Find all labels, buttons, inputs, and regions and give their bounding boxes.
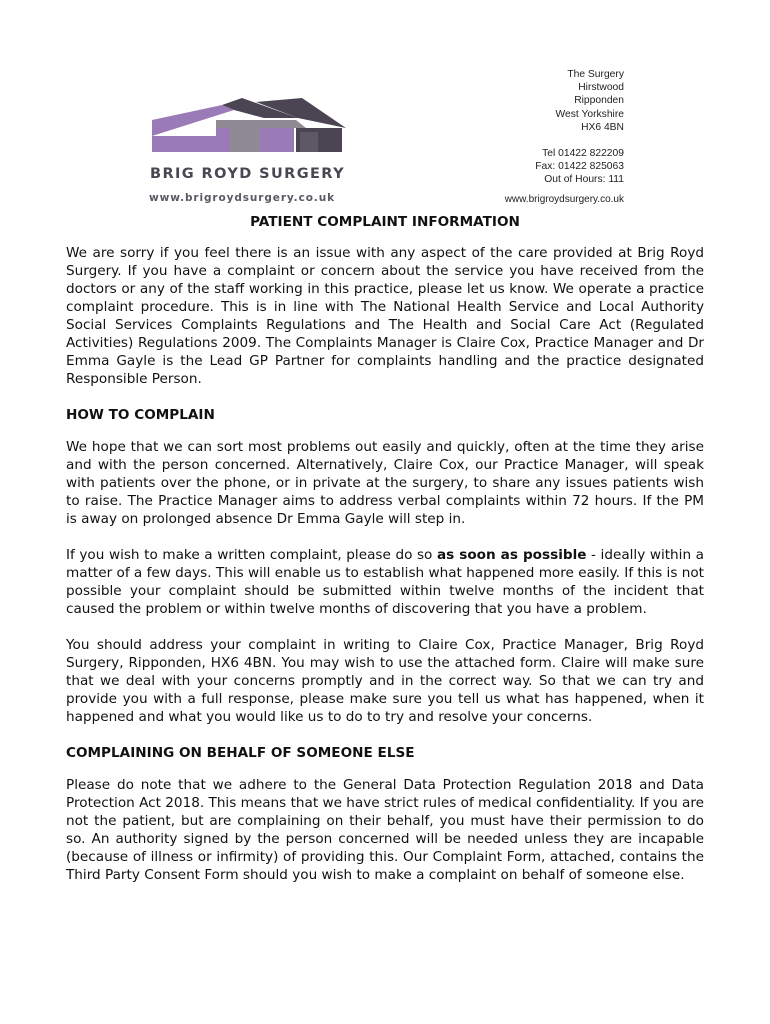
address-line: West Yorkshire bbox=[555, 108, 624, 120]
address-line: Ripponden bbox=[574, 95, 624, 107]
document-body bbox=[66, 212, 704, 902]
address-line: The Surgery bbox=[567, 69, 624, 80]
address-line: Hirstwood bbox=[578, 82, 624, 94]
logo-name: BRIG ROYD SURGERY bbox=[150, 166, 345, 182]
how-paragraph-1: We hope that we can sort most problems out easily and quickly, often at the time they arise and with the person concerned. Alternatively, Claire Cox, our Practice Manager, will speak with patients over the phone, or in private at the surgery, to share any issues patients wish to raise. The Practice Manager aims to address verbal complaints within 72 hours. If the PM is away on prolonged absence Dr Emma Gayle will step in. bbox=[66, 439, 704, 527]
how-paragraph-2 bbox=[66, 546, 704, 618]
telephone: Tel 01422 822209 bbox=[542, 148, 624, 160]
page-title: PATIENT COMPLAINT INFORMATION bbox=[250, 214, 520, 230]
website: www.brigroydsurgery.co.uk bbox=[504, 194, 624, 205]
how-p2-text: If you wish to make a written complaint, please do so bbox=[66, 547, 437, 563]
how-p2-emphasis: as soon as possible bbox=[436, 547, 587, 563]
how-p2-text-end: - ideally within a matter of a few days. This will enable us to establish what happened more easily. If this is not possible your complaint should be submitted within twelve months of the incident that caused the problem or within twelve months of discovering that you have a problem. bbox=[66, 547, 704, 617]
logo-url: www.brigroydsurgery.co.uk bbox=[149, 192, 335, 204]
behalf-heading: COMPLAINING ON BEHALF OF SOMEONE ELSE bbox=[66, 745, 415, 761]
out-of-hours: Out of Hours: 111 bbox=[544, 174, 624, 186]
how-to-complain-heading: HOW TO COMPLAIN bbox=[66, 407, 215, 423]
how-paragraph-3: You should address your complaint in writing to Claire Cox, Practice Manager, Brig Royd Surgery, Ripponden, HX6 4BN. You may wish to use the attached form. Claire will make sure that we deal with your concerns promptly and in the correct way. So that we can try and provide you with a full response, please make sure you tell us what has happened, when it happened and what you would like us to do to try and resolve your concerns. bbox=[66, 637, 704, 725]
address-line: HX6 4BN bbox=[581, 121, 624, 133]
surgery-logo bbox=[146, 98, 366, 213]
address-block bbox=[535, 68, 624, 187]
behalf-paragraph: Please do note that we adhere to the General Data Protection Regulation 2018 and Data Protection Act 2018. This means that we have strict rules of medical confidentiality. If you are not the patient, but are complaining on their behalf, you must have their permission to do so. An authority signed by the person concerned will be needed unless they are incapable (because of illness or infirmity) of providing this. Our Complaint Form, attached, contains the Third Party Consent Form should you wish to make a complaint on behalf of someone else. bbox=[66, 777, 705, 883]
building-logo-icon bbox=[146, 98, 366, 164]
intro-paragraph: We are sorry if you feel there is an issue with any aspect of the care provided at Brig Royd Surgery. If you have a complaint or concern about the service you have received from the doctors or any of the staff working in this practice, please let us know. We operate a practice complaint procedure. This is in line with The National Health Service and Local Authority Social Services Complaints Regulations and The Health and Social Care Act (Regulated Activities) Regulations 2009. The Complaints Manager is Claire Cox, Practice Manager and Dr Emma Gayle is the Lead GP Partner for complaints handling and the practice designated Responsible Person. bbox=[66, 245, 704, 387]
fax: Fax: 01422 825063 bbox=[535, 161, 624, 173]
